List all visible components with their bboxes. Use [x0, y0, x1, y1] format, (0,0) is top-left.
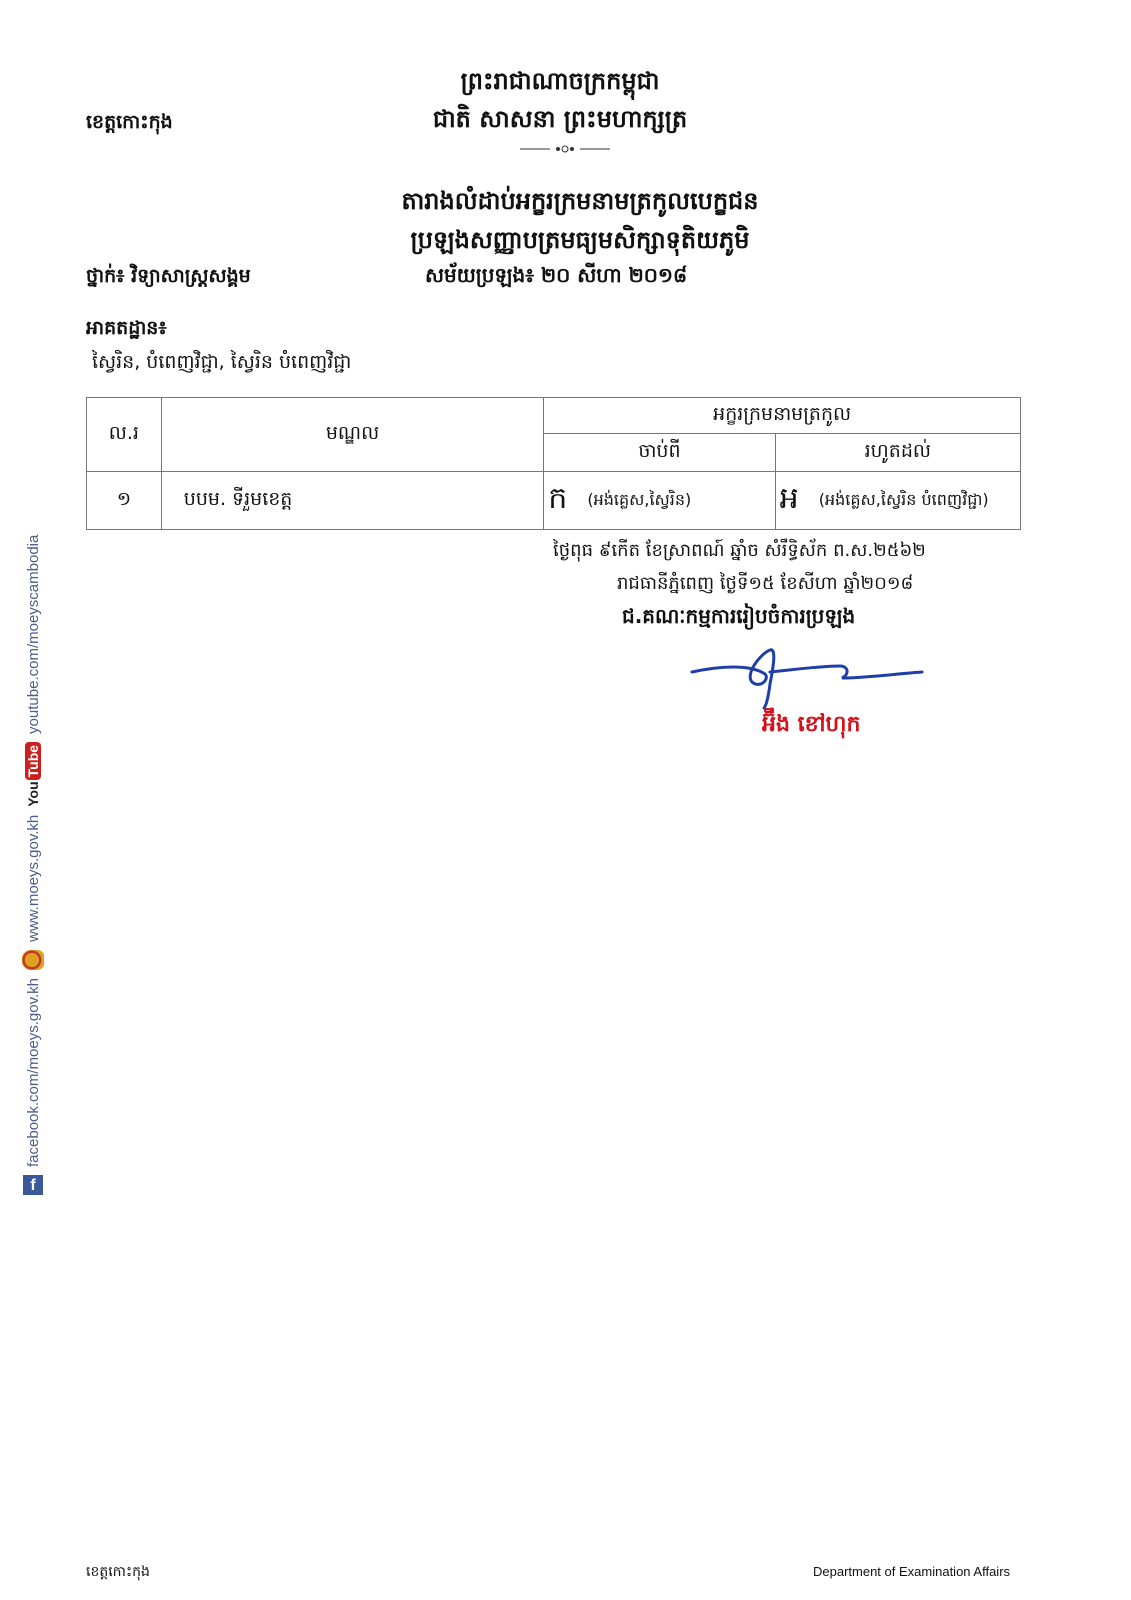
footer-left: ខេត្តកោះកុង: [86, 1564, 150, 1580]
website-link[interactable]: www.moeys.gov.kh: [24, 814, 42, 943]
document-title-line2: ប្រឡងសញ្ញាបត្រមធ្យមសិក្សាទុតិយភូមិ: [410, 226, 750, 254]
youtube-icon: [25, 742, 41, 807]
to-note: (អង់គ្លេស,ស្វៃរិន បំពេញវិជ្ជា): [818, 489, 989, 509]
province-label: ខេត្តកោះកុង: [86, 111, 173, 133]
signature: [690, 644, 930, 714]
solar-date: រាជធានីភ្នំពេញ ថ្ងៃទី១៥ ខែសីហា ឆ្នាំ២០១៨: [617, 573, 914, 594]
from-note: (អង់គ្លេស,ស្វៃរិន): [587, 489, 692, 509]
header-from: ចាប់ពី: [544, 434, 775, 472]
header-to: រហូតដល់: [775, 434, 1020, 472]
lunar-date: ថ្ងៃពុធ ៩កើត ខែស្រាពណ៍ ឆ្នាំច សំរឹទ្ធិស័ក ព.ស.២៥៦២: [553, 540, 926, 561]
header-center: មណ្ឌល: [161, 398, 543, 472]
youtube-link[interactable]: youtube.com/moeyscambodia: [24, 534, 42, 734]
row-center: បបម. ទីរួមខេត្ត: [161, 472, 543, 530]
from-letter: ក: [548, 480, 568, 516]
alphabet-table: [86, 397, 1021, 530]
motto-heading: ជាតិ សាសនា ព្រះមហាក្សត្រ: [432, 105, 688, 133]
row-to: [775, 472, 1020, 530]
row-no: ១: [87, 472, 162, 530]
document-title-line1: តារាងលំដាប់អក្ខរក្រមនាមត្រកូលបេក្ខជន: [401, 187, 759, 215]
header-alpha: អក្ខរក្រមនាមត្រកូល: [544, 398, 1021, 434]
exam-date: សម័យប្រឡង៖ ២០ សីហា ២០១៨: [425, 263, 688, 287]
ministry-emblem-icon: [22, 950, 44, 970]
to-letter: អ: [779, 480, 799, 516]
side-social-strip: [22, 535, 44, 1195]
footer-right: Department of Examination Affairs: [813, 1564, 1011, 1579]
ornament-divider: [520, 145, 610, 153]
row-from: [544, 472, 775, 530]
kingdom-heading: ព្រះរាជាណាចក្រកម្ពុជា: [460, 67, 660, 95]
youtube-tube-text: Tube: [25, 742, 41, 780]
table-row: [87, 472, 1021, 530]
recipients-value: ស្វៃរិន, បំពេញវិជ្ជា, ស្វៃរិន បំពេញវិជ្ជា: [92, 351, 352, 373]
authority-title: ជ.គណៈកម្មការរៀបចំការប្រឡង: [622, 604, 856, 628]
recipients-label: អាគតដ្ឋាន៖: [86, 317, 167, 339]
header-no: ល.រ: [87, 398, 162, 472]
youtube-you-text: You: [25, 781, 41, 807]
stream-label: ថ្នាក់៖ វិទ្យាសាស្ត្រសង្គម: [86, 265, 251, 287]
facebook-icon: f: [23, 1175, 43, 1195]
signer-name: អ៊ឹង ខៅហុក: [762, 712, 861, 737]
facebook-link[interactable]: facebook.com/moeys.gov.kh: [24, 978, 42, 1167]
